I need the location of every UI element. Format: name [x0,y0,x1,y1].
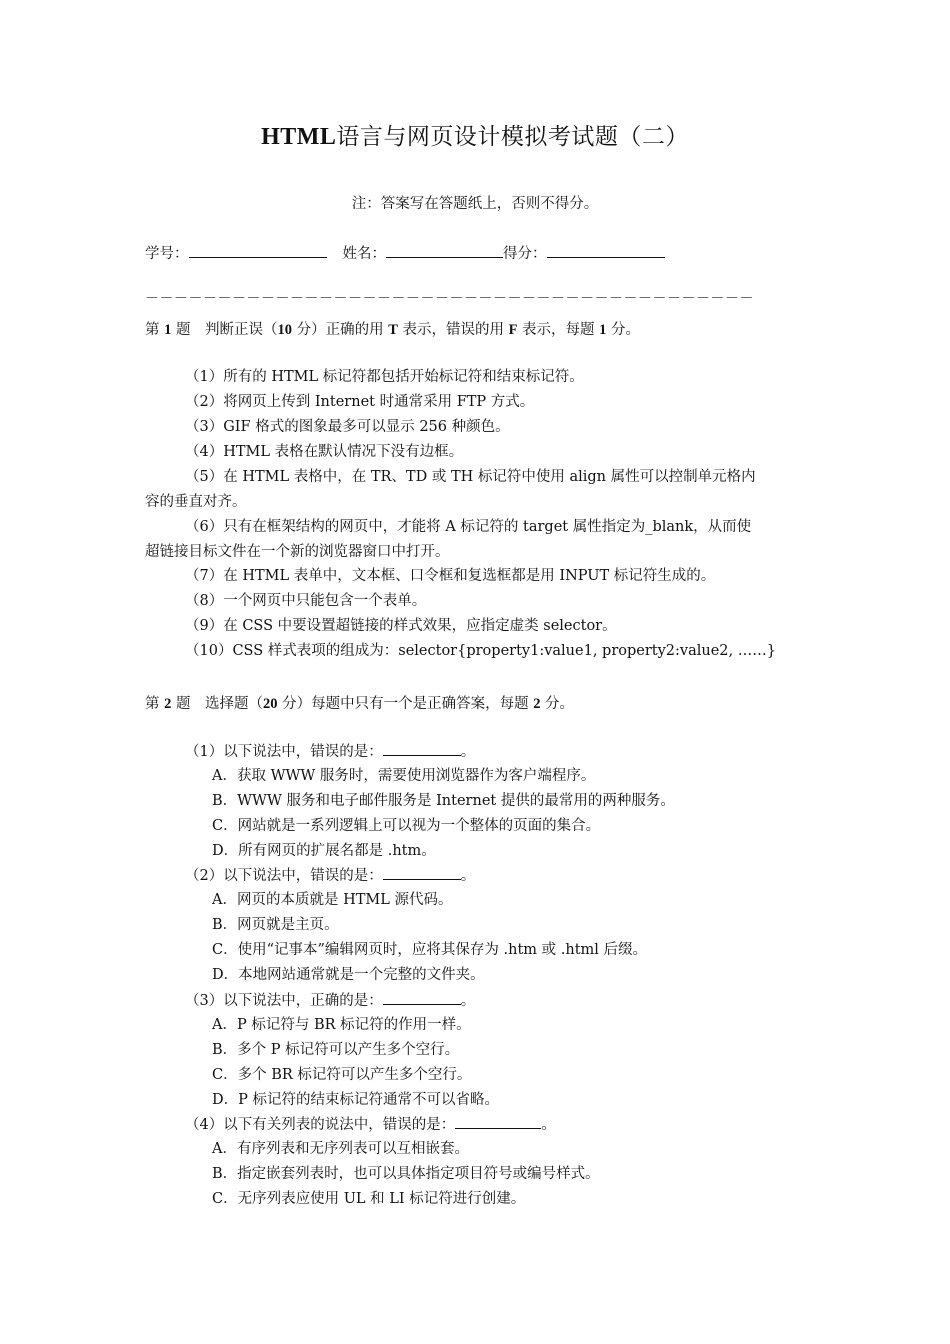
tf-item-6: （6）只有在框架结构的网页中，才能将 A 标记符的 target 属性指定为_blank，从而使 [185,519,752,535]
answer-blank[interactable] [383,866,461,880]
tf-item-9: （9）在 CSS 中要设置超链接的样式效果，应指定虚类 selector。 [185,618,617,634]
tf-item-5: （5）在 HTML 表格中，在 TR、TD 或 TH 标记符中使用 align 属性可以控制单元格内 [185,469,756,485]
answer-blank[interactable] [383,991,461,1005]
student-info-fields [145,242,665,263]
name-blank[interactable] [386,243,503,258]
score-blank[interactable] [547,243,665,258]
mc-q3-option-a: A．P 标记符与 BR 标记符的作用一样。 [212,1017,471,1033]
mc-question-1: （1）以下说法中，错误的是： 。 [185,744,476,760]
mc-q2-option-a: A．网页的本质就是 HTML 源代码。 [212,892,453,908]
mc-question-2: （2）以下说法中，错误的是： 。 [185,868,476,884]
mc-q3-option-c: C．多个 BR 标记符可以产生多个空行。 [212,1067,472,1083]
page-title: HTML语言与网页设计模拟考试题（二） [261,124,689,150]
instruction-note: 注：答案写在答题纸上，否则不得分。 [351,196,599,212]
tf-item-8: （8）一个网页中只能包含一个表单。 [185,593,427,609]
student-id-blank[interactable] [189,243,327,258]
score-label: 得分： [503,246,547,262]
mc-q2-option-d: D．本地网站通常就是一个完整的文件夹。 [212,967,485,983]
answer-blank[interactable] [455,1115,541,1129]
tf-item-3: （3）GIF 格式的图象最多可以显示 256 种颜色。 [185,419,510,435]
tf-item-10: （10）CSS 样式表项的组成为：selector{property1:value1, property2:value2, ……} [185,643,776,659]
mc-q1-option-c: C．网站就是一系列逻辑上可以视为一个整体的页面的集合。 [212,818,601,834]
tf-item-6-cont: 超链接目标文件在一个新的浏览器窗口中打开。 [145,544,450,560]
name-label: 姓名： [342,246,386,262]
tf-item-5-cont: 容的垂直对齐。 [145,494,247,510]
mc-q1-option-b: B．WWW 服务和电子邮件服务是 Internet 提供的最常用的两种服务。 [212,793,675,809]
mc-q1-option-d: D．所有网页的扩展名都是 .htm。 [212,843,436,859]
tf-item-2: （2）将网页上传到 Internet 时通常采用 FTP 方式。 [185,394,535,410]
tf-item-4: （4）HTML 表格在默认情况下没有边框。 [185,444,464,460]
mc-question-4: （4）以下有关列表的说法中，错误的是： 。 [185,1117,556,1133]
mc-question-3: （3）以下说法中，正确的是： 。 [185,993,476,1009]
section-1-heading: 第 1 题 判断正误（10 分）正确的用 T 表示，错误的用 F 表示，每题 1 分。 [145,322,641,338]
mc-q4-option-a: A．有序列表和无序列表可以互相嵌套。 [212,1141,469,1157]
student-id-label: 学号： [145,246,189,262]
mc-q4-option-b: B．指定嵌套列表时，也可以具体指定项目符号或编号样式。 [212,1166,600,1182]
mc-q2-option-b: B．网页就是主页。 [212,917,339,933]
tf-item-1: （1）所有的 HTML 标记符都包括开始标记符和结束标记符。 [185,369,584,385]
mc-q3-option-d: D．P 标记符的结束标记符通常不可以省略。 [212,1092,499,1108]
cut-line-divider: －－－－－－－－－－－－－－－－－－－－－－－－－－－－－－－－－－－－－－－－－－ [145,291,754,307]
answer-blank[interactable] [383,742,461,756]
mc-q3-option-b: B．多个 P 标记符可以产生多个空行。 [212,1042,460,1058]
tf-item-7: （7）在 HTML 表单中，文本框、口令框和复选框都是用 INPUT 标记符生成的。 [185,568,716,584]
mc-q1-option-a: A．获取 WWW 服务时，需要使用浏览器作为客户端程序。 [212,768,596,784]
mc-q2-option-c: C．使用“记事本”编辑网页时，应将其保存为 .htm 或 .html 后缀。 [212,942,648,958]
mc-q4-option-c: C．无序列表应使用 UL 和 LI 标记符进行创建。 [212,1191,526,1207]
section-2-heading: 第 2 题 选择题（20 分）每题中只有一个是正确答案，每题 2 分。 [145,696,575,712]
